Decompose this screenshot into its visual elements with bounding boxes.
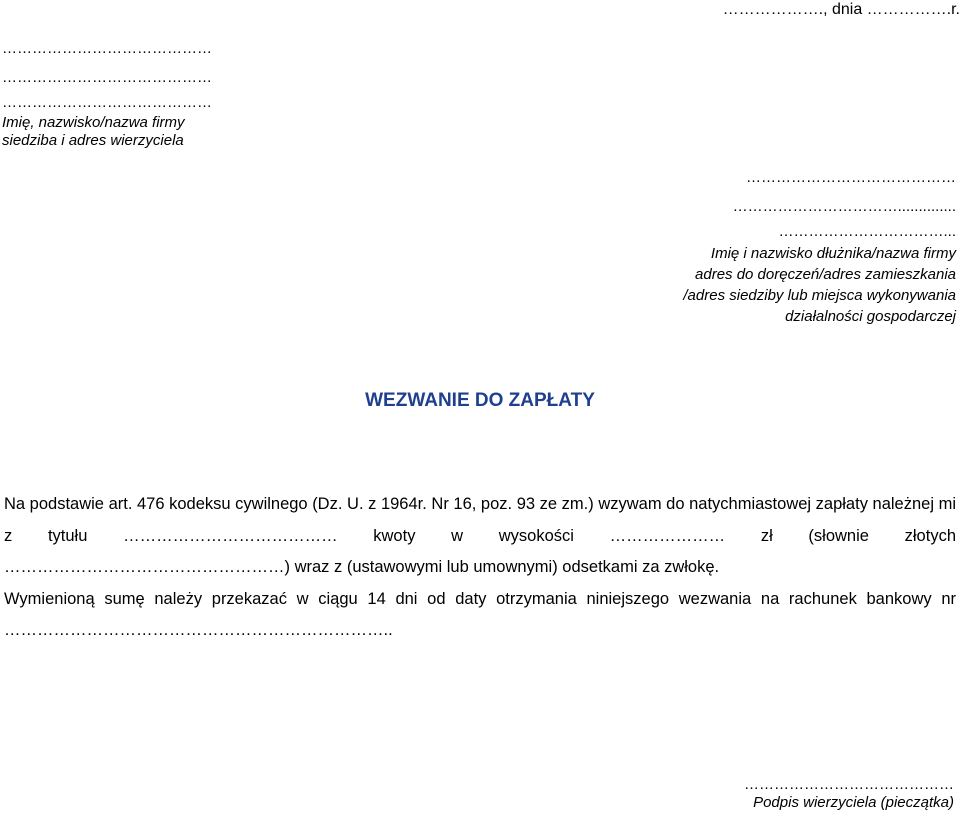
debtor-caption-seat: /adres siedziby lub miejsca wykonywania <box>683 287 956 304</box>
debtor-line-2: …………………………….............. <box>732 198 956 215</box>
creditor-block <box>2 34 212 150</box>
debtor-line-3: ……………………………... <box>778 223 956 240</box>
debtor-line-1: …………………………………… <box>746 169 956 186</box>
demand-paragraph: Na podstawie art. 476 kodeksu cywilnego (Dz. U. z 1964r. Nr 16, poz. 93 ze zm.) wzywam do natychmiastowej zapłaty należnej mi z tytułu ………………………………… kwoty w wysokości ………………… zł (słownie złotych ……………………………………………) wraz z (ustawowymi lub umownymi) odsetkami za zwłokę. <box>4 495 956 577</box>
date-place-line: ………………., dnia …………….r. <box>722 1 960 18</box>
debtor-caption-address: adres do doręczeń/adres zamieszkania <box>695 266 956 283</box>
creditor-caption-address: siedziba i adres wierzyciela <box>2 132 184 149</box>
creditor-caption-name: Imię, nazwisko/nazwa firmy <box>2 114 185 131</box>
debtor-caption-business: działalności gospodarczej <box>785 308 956 325</box>
document-body <box>4 489 956 647</box>
creditor-line-1: …………………………………… <box>2 40 212 57</box>
payment-instruction-paragraph: Wymienioną sumę należy przekazać w ciągu 14 dni od daty otrzymania niniejszego wezwania na rachunek bankowy nr …………………………………………………………….. <box>4 589 956 640</box>
creditor-line-3: …………………………………… <box>2 94 212 111</box>
signature-line: …………………………………… <box>744 776 954 793</box>
debtor-caption-name: Imię i nazwisko dłużnika/nazwa firmy <box>710 245 956 262</box>
creditor-line-2: …………………………………… <box>2 69 212 86</box>
document-title: WEZWANIE DO ZAPŁATY <box>365 390 595 411</box>
signature-caption: Podpis wierzyciela (pieczątka) <box>753 794 954 811</box>
debtor-block <box>683 163 956 327</box>
